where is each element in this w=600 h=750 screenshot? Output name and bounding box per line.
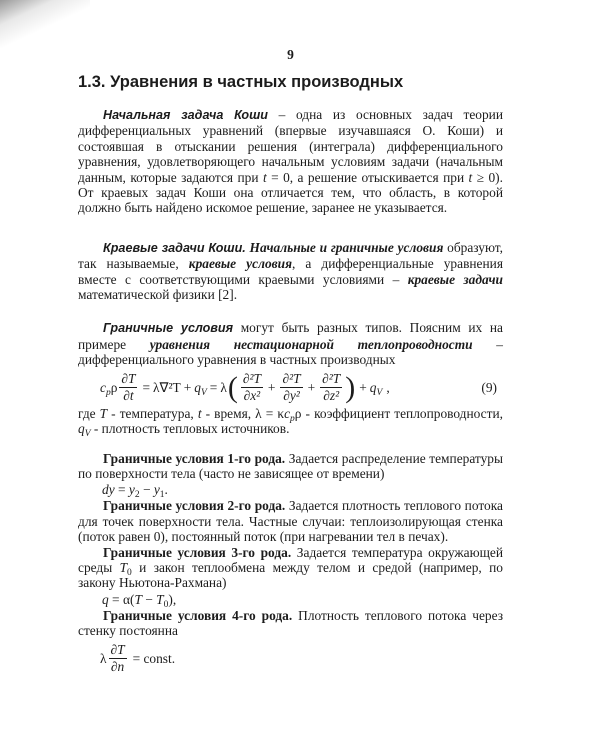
bc4-normal-derivative [109,643,127,674]
eq9-right-paren: ) [345,370,356,404]
fraction-numerator: ∂²T [282,371,301,387]
term-cauchy-problem: Начальная задача Коши [103,108,268,122]
paragraph-text: , а дифференциальные уравнения вместе с соответствующими краевыми условиями – [78,256,503,287]
bc3-q: q [102,591,109,607]
bc1-lhs: dy [102,482,115,498]
bc3-T: T [134,591,142,607]
eq9-laplacian-term: λ∇²T [153,379,181,395]
bc3-comma: , [172,591,177,607]
paragraph-text: Плотность теплового потока через стенку постоянна [78,607,504,639]
fraction-numerator: ∂T [110,642,125,658]
page-corner-shadow [0,0,90,48]
bc4-lambda: λ [100,650,107,666]
eq9-plus: + [307,379,316,395]
eq9-heat-source [370,380,383,396]
bc1-y-subscript: 2 [134,490,140,501]
paragraph-boundary-conditions [78,320,503,367]
page-number: 9 [287,47,294,62]
eq9-q-subscript: V [376,387,383,398]
paragraph-text: - коэффициент теплопроводности, [301,405,503,421]
paragraph-notation [78,405,503,440]
section-heading: 1.3. Уравнения в частных производных [78,73,404,91]
variable-T: T [99,405,108,421]
bc1-minus: − [139,482,154,498]
variable-c: c [284,405,291,421]
fraction-numerator: ∂T [121,371,136,387]
eq9-equals: = [142,379,151,395]
bc3-minus: − [141,591,157,607]
bc3-T0: T [156,591,164,607]
variable-t: t [468,169,473,185]
eq9-time-derivative [119,372,137,403]
boundary-condition-4 [78,608,503,639]
paragraph-boundary-problems [78,240,503,303]
term-initial-boundary-conditions: Начальные и граничные условия [245,239,444,255]
bc1-y: y [153,482,160,498]
eq9-plus: + [267,379,276,395]
paragraph-text: Задается распределение температуры по поверхности тела (часто не зависящее от времени) [78,450,503,481]
variable-q-subscript: V [84,429,91,440]
bc1-y: y [128,482,135,498]
eq9-heat-source [194,380,207,396]
paragraph-text: - плотность тепловых источников. [90,421,290,437]
fraction-denominator: ∂y² [283,388,300,404]
paragraph-text: математической физики [2]. [78,287,238,303]
boundary-condition-3 [78,545,503,591]
paragraph-text: – дифференциального уравнения в частных производных [78,336,503,368]
paragraph-text: могут быть разных типов. Поясним их на примере [78,320,503,352]
paragraph-text: - температура, [107,405,198,421]
eq9-second-derivative-x [241,372,263,403]
eq9-q: q [369,379,377,395]
eq9-second-derivative-z [320,372,342,403]
eq9-rho: ρ [110,379,118,395]
lambda-definition: λ = κ [255,405,285,421]
bc1-equals: = [114,482,129,498]
paragraph-text: - время, [201,405,256,421]
bc1-y-subscript: 1 [159,490,165,501]
equation-9-body [100,372,390,403]
eq9-c-subscript: p [105,387,111,398]
fraction-denominator: ∂x² [243,388,261,404]
boundary-condition-1 [78,451,503,482]
equation-bc4-body [100,643,175,674]
fraction-denominator: ∂t [123,388,134,404]
paragraph-text: где [78,405,100,421]
term-boundary-conditions-types: Граничные условия [103,321,234,336]
boundary-condition-1-title: Граничные условия 1-го рода. [103,450,286,466]
eq9-equals: = [209,379,218,395]
term-boundary-value-problems: краевые задачи [407,271,503,287]
paragraph-cauchy-problem [78,107,503,216]
eq9-c: c [100,379,106,395]
eq9-q-subscript: V [200,387,207,398]
paragraph-text: = 0, а решение отыскивается при [266,169,469,185]
eq9-plus: + [183,379,192,395]
fraction-numerator: ∂²T [322,371,341,387]
variable-c-subscript: p [290,413,295,424]
bc3-equals-alpha: = α( [108,591,135,607]
equation-9 [78,370,503,406]
fraction-numerator: ∂²T [242,371,261,387]
variable-q: q [78,421,85,437]
paragraph-text: Задается плотность теплового потока для точек поверхности тела. Частные случаи: теплоизолирующая стенка (поток равен 0), постоянный поток (при нагревании тел в печах). [78,498,503,545]
boundary-condition-2 [78,498,503,544]
fraction-denominator: ∂z² [323,388,340,404]
eq9-left-paren: ( [227,370,238,404]
bc4-rhs: = const. [132,650,176,666]
equation-bc3 [78,591,503,608]
paragraph-text: Задается температура окружающей среды [78,544,503,575]
paragraph-text: – одна из основных задач теории дифференциальных уравнений (впервые изучавшаяся О. Коши) и состоявшая в отыскании решения (интеграла) дифференциального уравнения, удовлетворяющего начальным условиям задачи (начальным данным, которые задаются при [78,107,503,185]
bc1-period: . [164,482,168,498]
variable-t: t [197,405,202,421]
variable-T: T [119,559,128,575]
eq9-plus: + [359,379,367,395]
textbook-page [78,0,503,677]
fraction-denominator: ∂n [110,659,125,675]
eq9-second-derivative-y [280,372,302,403]
equation-bc1 [78,481,503,501]
boundary-condition-2-title: Граничные условия 2-го рода. [103,498,286,514]
boundary-condition-4-title: Граничные условия 4-го рода. [103,607,293,623]
variable-t: t [262,169,267,185]
variable-T-subscript: 0 [127,567,132,578]
term-boundary-conditions: краевые условия [188,256,292,272]
bc3-right-paren: ) [168,591,173,607]
bc3-T0-subscript: 0 [163,599,169,610]
eq9-heat-capacity-density [100,380,117,396]
term-heat-equation: уравнения нестационарной теплопроводности [149,336,473,352]
paragraph-text: образуют, так называемые, [78,239,503,272]
equation-bc4 [78,641,503,677]
equation-number: (9) [481,379,497,395]
paragraph-text: ≥ 0). От краевых задач Коши она отличается тем, что область, в которой должно быть найдено искомое решение, заранее не указывается. [78,169,503,216]
eq9-comma: , [386,379,390,395]
boundary-condition-3-title: Граничные условия 3-го рода. [103,544,292,560]
eq9-q: q [194,379,201,395]
eq9-lambda: λ [220,379,227,395]
variable-rho: ρ [294,405,302,421]
paragraph-text: и закон теплообмена между телом и средой (например, по закону Ньютона-Рахмана) [78,559,503,591]
term-boundary-problems: Краевые задачи Коши. [103,240,246,255]
